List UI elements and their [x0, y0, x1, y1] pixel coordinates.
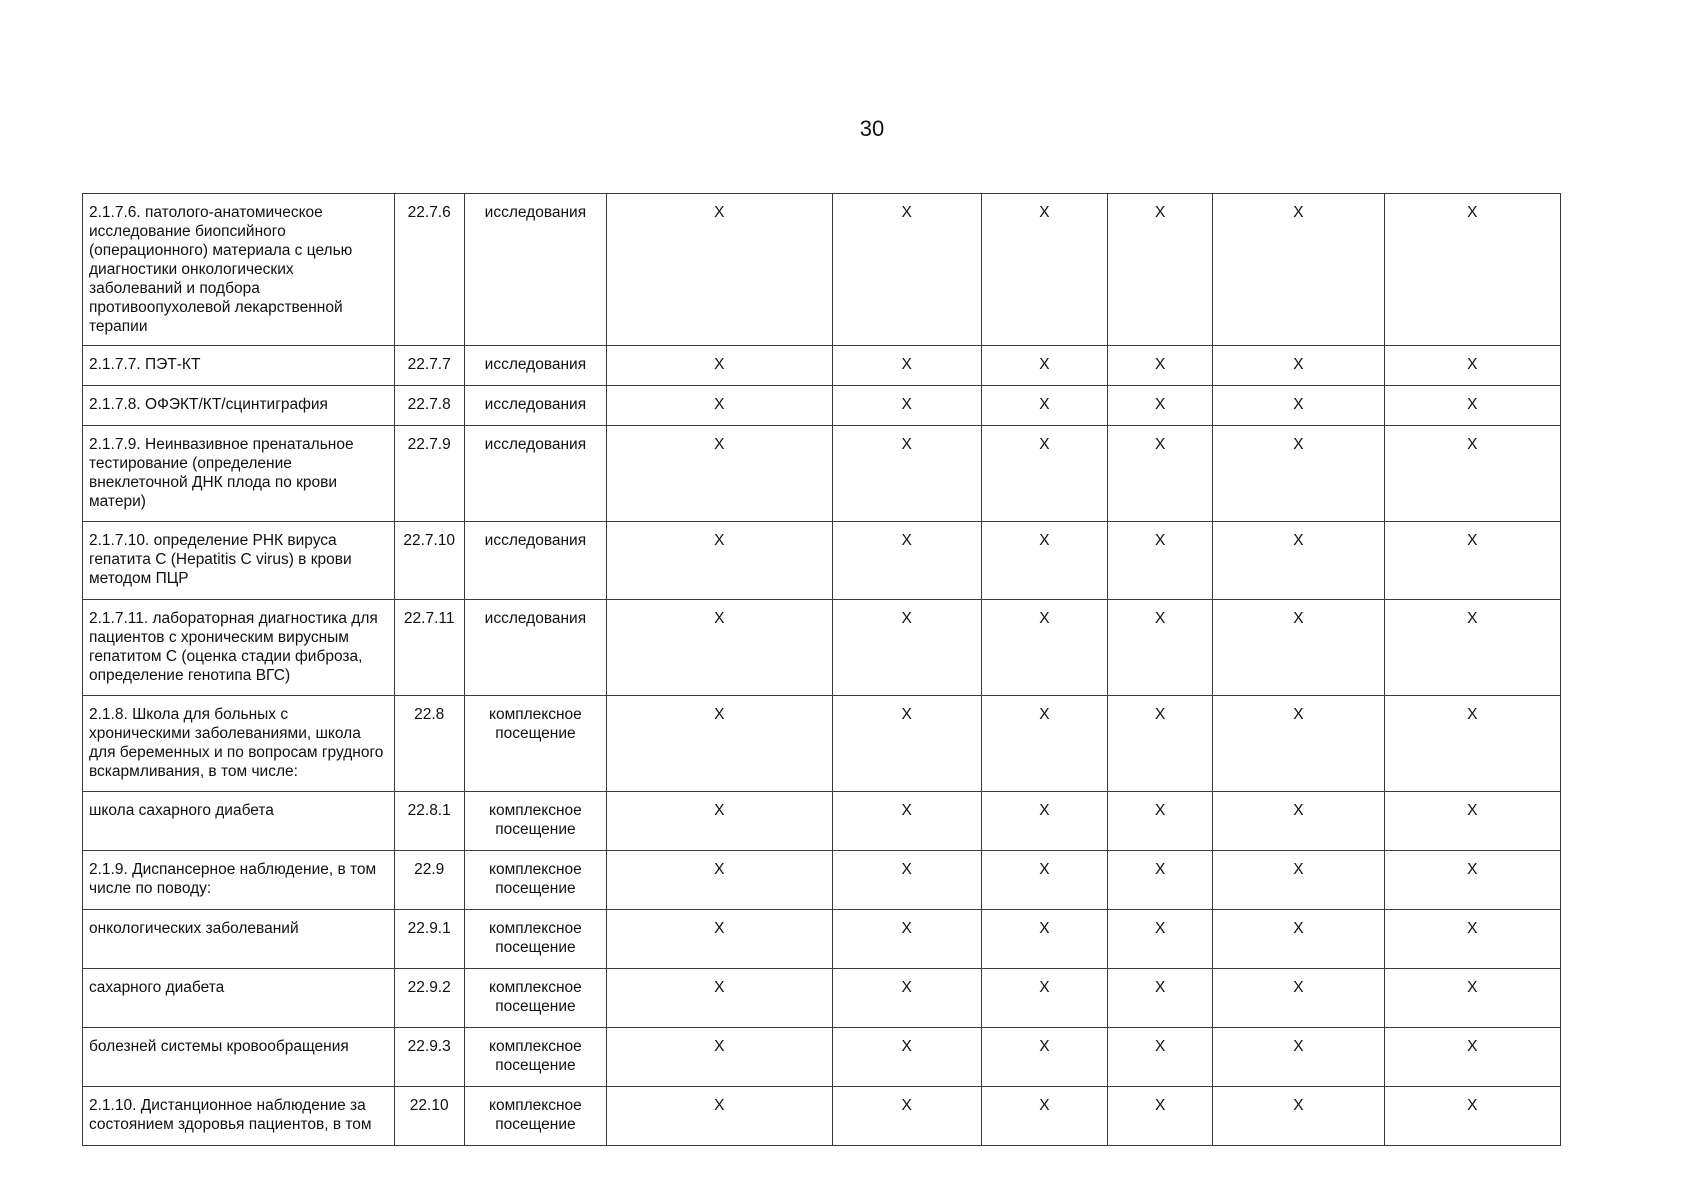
row-code-cell: 22.7.6 [394, 194, 464, 346]
table-body [83, 194, 1561, 1146]
row-value-cell: X [832, 1028, 981, 1087]
row-value-cell: X [1108, 1087, 1213, 1146]
table-row [83, 522, 1561, 600]
row-value-cell: X [1384, 910, 1560, 969]
row-value-cell: X [981, 792, 1107, 851]
row-name-cell: 2.1.7.10. определение РНК вируса гепатита C (Hepatitis C virus) в крови методом ПЦР [83, 522, 395, 600]
row-value-cell: X [981, 1087, 1107, 1146]
row-value-cell: X [1213, 910, 1384, 969]
row-value-cell: X [607, 600, 832, 696]
row-value-cell: X [1108, 969, 1213, 1028]
row-name-cell: 2.1.7.7. ПЭТ-КТ [83, 346, 395, 386]
row-value-cell: X [1384, 522, 1560, 600]
row-value-cell: X [1384, 194, 1560, 346]
row-value-cell: X [607, 386, 832, 426]
data-table [82, 193, 1561, 1146]
row-value-cell: X [607, 1028, 832, 1087]
row-value-cell: X [832, 910, 981, 969]
row-value-cell: X [981, 910, 1107, 969]
row-unit-cell: исследования [464, 522, 606, 600]
row-name-cell: школа сахарного диабета [83, 792, 395, 851]
row-unit-cell: комплексное посещение [464, 1087, 606, 1146]
row-unit-cell: комплексное посещение [464, 696, 606, 792]
row-value-cell: X [1213, 386, 1384, 426]
row-value-cell: X [1108, 600, 1213, 696]
row-value-cell: X [832, 194, 981, 346]
row-value-cell: X [607, 426, 832, 522]
row-value-cell: X [1384, 696, 1560, 792]
row-value-cell: X [607, 851, 832, 910]
row-code-cell: 22.9.2 [394, 969, 464, 1028]
row-value-cell: X [1108, 346, 1213, 386]
row-name-cell: 2.1.9. Диспансерное наблюдение, в том числе по поводу: [83, 851, 395, 910]
row-value-cell: X [1384, 1028, 1560, 1087]
row-name-cell: 2.1.7.9. Неинвазивное пренатальное тестирование (определение внеклеточной ДНК плода по крови матери) [83, 426, 395, 522]
table-row [83, 600, 1561, 696]
row-value-cell: X [981, 194, 1107, 346]
row-code-cell: 22.8 [394, 696, 464, 792]
table-row [83, 386, 1561, 426]
row-value-cell: X [832, 1087, 981, 1146]
row-name-cell: 2.1.7.11. лабораторная диагностика для пациентов с хроническим вирусным гепатитом C (оценка стадии фиброза, определение генотипа ВГС) [83, 600, 395, 696]
row-value-cell: X [1108, 696, 1213, 792]
row-value-cell: X [1108, 910, 1213, 969]
row-name-cell: 2.1.7.6. патолого-анатомическое исследование биопсийного (операционного) материала с целью диагностики онкологических заболеваний и подбора противоопухолевой лекарственной терапии [83, 194, 395, 346]
row-name-cell: сахарного диабета [83, 969, 395, 1028]
row-code-cell: 22.9.1 [394, 910, 464, 969]
table-row [83, 910, 1561, 969]
row-value-cell: X [1213, 1087, 1384, 1146]
row-value-cell: X [607, 1087, 832, 1146]
row-code-cell: 22.8.1 [394, 792, 464, 851]
table-row [83, 1028, 1561, 1087]
row-code-cell: 22.9.3 [394, 1028, 464, 1087]
row-value-cell: X [832, 600, 981, 696]
row-value-cell: X [981, 600, 1107, 696]
table-row [83, 969, 1561, 1028]
table-row [83, 426, 1561, 522]
row-unit-cell: исследования [464, 600, 606, 696]
row-unit-cell: комплексное посещение [464, 910, 606, 969]
row-value-cell: X [1108, 194, 1213, 346]
row-value-cell: X [1384, 792, 1560, 851]
table-row [83, 194, 1561, 346]
row-value-cell: X [1384, 851, 1560, 910]
row-value-cell: X [1213, 969, 1384, 1028]
row-code-cell: 22.7.11 [394, 600, 464, 696]
row-value-cell: X [1213, 426, 1384, 522]
row-value-cell: X [832, 969, 981, 1028]
row-value-cell: X [832, 696, 981, 792]
row-value-cell: X [1213, 522, 1384, 600]
row-value-cell: X [607, 346, 832, 386]
row-code-cell: 22.7.8 [394, 386, 464, 426]
row-value-cell: X [1213, 792, 1384, 851]
row-value-cell: X [607, 194, 832, 346]
row-value-cell: X [981, 969, 1107, 1028]
row-value-cell: X [1384, 346, 1560, 386]
row-value-cell: X [832, 792, 981, 851]
row-value-cell: X [832, 426, 981, 522]
row-value-cell: X [981, 1028, 1107, 1087]
row-value-cell: X [1213, 194, 1384, 346]
row-value-cell: X [1384, 386, 1560, 426]
row-value-cell: X [1108, 851, 1213, 910]
row-code-cell: 22.9 [394, 851, 464, 910]
table-row [83, 346, 1561, 386]
row-unit-cell: комплексное посещение [464, 969, 606, 1028]
row-value-cell: X [981, 426, 1107, 522]
row-value-cell: X [1108, 426, 1213, 522]
row-value-cell: X [1213, 346, 1384, 386]
page-number: 30 [859, 116, 885, 141]
row-value-cell: X [607, 696, 832, 792]
row-value-cell: X [1384, 1087, 1560, 1146]
table-row [83, 792, 1561, 851]
row-value-cell: X [981, 522, 1107, 600]
row-name-cell: 2.1.7.8. ОФЭКТ/КТ/сцинтиграфия [83, 386, 395, 426]
row-code-cell: 22.7.7 [394, 346, 464, 386]
row-value-cell: X [1213, 696, 1384, 792]
row-value-cell: X [981, 386, 1107, 426]
row-name-cell: 2.1.10. Дистанционное наблюдение за состоянием здоровья пациентов, в том [83, 1087, 395, 1146]
row-value-cell: X [832, 851, 981, 910]
row-value-cell: X [832, 386, 981, 426]
row-value-cell: X [607, 792, 832, 851]
row-value-cell: X [1384, 969, 1560, 1028]
table-row [83, 696, 1561, 792]
row-value-cell: X [1108, 1028, 1213, 1087]
row-code-cell: 22.7.10 [394, 522, 464, 600]
row-value-cell: X [1108, 522, 1213, 600]
row-name-cell: 2.1.8. Школа для больных с хроническими заболеваниями, школа для беременных и по вопросам грудного вскармливания, в том числе: [83, 696, 395, 792]
row-name-cell: онкологических заболеваний [83, 910, 395, 969]
row-value-cell: X [1213, 600, 1384, 696]
row-value-cell: X [832, 522, 981, 600]
row-unit-cell: исследования [464, 386, 606, 426]
row-value-cell: X [1384, 600, 1560, 696]
row-unit-cell: исследования [464, 426, 606, 522]
row-value-cell: X [1108, 792, 1213, 851]
row-name-cell: болезней системы кровообращения [83, 1028, 395, 1087]
row-value-cell: X [1108, 386, 1213, 426]
row-value-cell: X [832, 346, 981, 386]
row-code-cell: 22.10 [394, 1087, 464, 1146]
row-unit-cell: комплексное посещение [464, 792, 606, 851]
row-value-cell: X [981, 346, 1107, 386]
row-unit-cell: исследования [464, 346, 606, 386]
row-unit-cell: исследования [464, 194, 606, 346]
row-value-cell: X [1213, 851, 1384, 910]
row-value-cell: X [981, 696, 1107, 792]
row-value-cell: X [1384, 426, 1560, 522]
row-value-cell: X [607, 969, 832, 1028]
row-value-cell: X [981, 851, 1107, 910]
row-value-cell: X [1213, 1028, 1384, 1087]
row-value-cell: X [607, 910, 832, 969]
row-value-cell: X [607, 522, 832, 600]
table-row [83, 851, 1561, 910]
table-row [83, 1087, 1561, 1146]
row-unit-cell: комплексное посещение [464, 851, 606, 910]
row-unit-cell: комплексное посещение [464, 1028, 606, 1087]
row-code-cell: 22.7.9 [394, 426, 464, 522]
